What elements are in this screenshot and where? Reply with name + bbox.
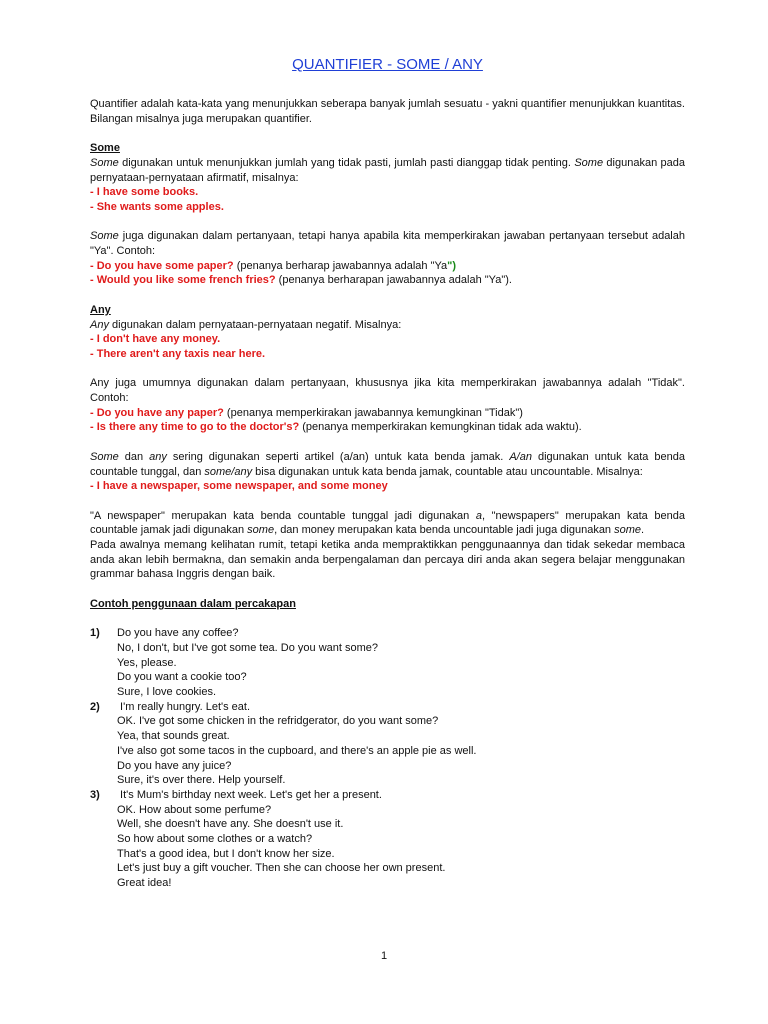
dialog-line: Yea, that sounds great. — [117, 730, 230, 743]
dialog-line: I've also got some tacos in the cupboard, and there's an apple pie as well. — [117, 744, 477, 757]
dialog-line: OK. I've got some chicken in the refridgerator, do you want some? — [117, 715, 439, 728]
some-heading: Some — [90, 142, 120, 155]
dialog-line: Great idea! — [117, 877, 172, 890]
any-heading: Any — [90, 303, 111, 316]
some-any-example: - I have a newspaper, some newspaper, and some money — [90, 480, 388, 493]
dialog-number: 1) — [90, 627, 100, 640]
dialog-line: No, I don't, but I've got some tea. Do you want some? — [117, 641, 379, 654]
dialog-number: 3) — [90, 788, 100, 801]
dialog-line: Sure, it's over there. Help yourself. — [117, 774, 286, 787]
dialog-2 — [90, 700, 685, 788]
dialog-3 — [90, 788, 685, 891]
closing-paragraph: Pada awalnya memang kelihatan rumit, tetapi ketika anda mempraktikkan penggunaannya dan tidak sekedar membaca anda akan lebih bermakna, dan semakin anda berpengalaman dan percaya diri anda akan segera belajar menggunakan grammar bahasa Inggris dengan baik. — [90, 539, 685, 581]
dialog-line: Let's just buy a gift voucher. Then she can choose her own present. — [117, 862, 446, 875]
dialog-line: I'm really hungry. Let's eat. — [117, 700, 250, 713]
any-question-1: - Do you have any paper? (penanya memperkirakan jawabannya kemungkinan "Tidak") — [90, 406, 523, 419]
any-paragraph-1: Any digunakan dalam pernyataan-pernyataan negatif. Misalnya: — [90, 318, 402, 331]
dialog-line: It's Mum's birthday next week. Let's get her a present. — [117, 788, 382, 801]
conversation-heading: Contoh penggunaan dalam percakapan — [90, 597, 296, 610]
dialog-number: 2) — [90, 700, 100, 713]
dialog-line: Do you have any coffee? — [117, 627, 239, 640]
document-page — [90, 56, 685, 891]
dialog-1 — [90, 626, 685, 700]
any-paragraph-2: Any juga umumnya digunakan dalam pertanyaan, khususnya jika kita memperkirakan jawabannya adalah "Tidak". Contoh: — [90, 377, 685, 404]
some-example-1: - I have some books. — [90, 186, 199, 199]
dialog-line: Do you want a cookie too? — [117, 671, 247, 684]
dialog-line: Do you have any juice? — [117, 759, 232, 772]
intro-paragraph: Quantifier adalah kata-kata yang menunjukkan seberapa banyak jumlah sesuatu - yakni quantifier menunjukkan kuantitas. Bilangan misalnya juga merupakan quantifier. — [90, 98, 685, 125]
some-any-paragraph: Some dan any sering digunakan seperti artikel (a/an) untuk kata benda jamak. A/an digunakan untuk kata benda countable tunggal, dan some/any bisa digunakan untuk kata benda jamak, countable atau uncountable. Misalnya: — [90, 450, 686, 478]
some-paragraph-2: Some juga digunakan dalam pertanyaan, tetapi hanya apabila kita memperkirakan jawaban pertanyaan tersebut adalah "Ya". Contoh: — [90, 230, 685, 257]
some-question-1: - Do you have some paper? (penanya berharap jawabannya adalah "Ya") — [90, 259, 457, 272]
any-example-2: - There aren't any taxis near here. — [90, 347, 266, 360]
dialog-line: So how about some clothes or a watch? — [117, 833, 313, 846]
dialog-line: That's a good idea, but I don't know her size. — [117, 847, 335, 860]
some-question-2: - Would you like some french fries? (penanya berharapan jawabannya adalah "Ya"). — [90, 274, 512, 287]
dialog-line: Sure, I love cookies. — [117, 686, 217, 698]
any-question-2: - Is there any time to go to the doctor's? (penanya memperkirakan kemungkinan tidak ada waktu). — [90, 421, 582, 434]
explanation-paragraph: "A newspaper" merupakan kata benda countable tunggal jadi digunakan a, "newspapers" merupakan kata benda countable jamak jadi digunakan some, dan money merupakan kata benda uncountable jadi juga digunakan some. — [90, 509, 685, 537]
some-paragraph-1: Some digunakan untuk menunjukkan jumlah yang tidak pasti, jumlah pasti dianggap tidak penting. Some digunakan pada pernyataan-pernyataan afirmatif, misalnya: — [90, 156, 685, 184]
page-title: QUANTIFIER - SOME / ANY — [292, 56, 483, 73]
some-example-2: - She wants some apples. — [90, 200, 224, 213]
any-example-1: - I don't have any money. — [90, 333, 221, 346]
dialog-line: Well, she doesn't have any. She doesn't use it. — [117, 818, 344, 831]
dialog-line: Yes, please. — [117, 656, 177, 669]
page-number: 1 — [380, 950, 388, 962]
dialog-line: OK. How about some perfume? — [117, 803, 272, 816]
